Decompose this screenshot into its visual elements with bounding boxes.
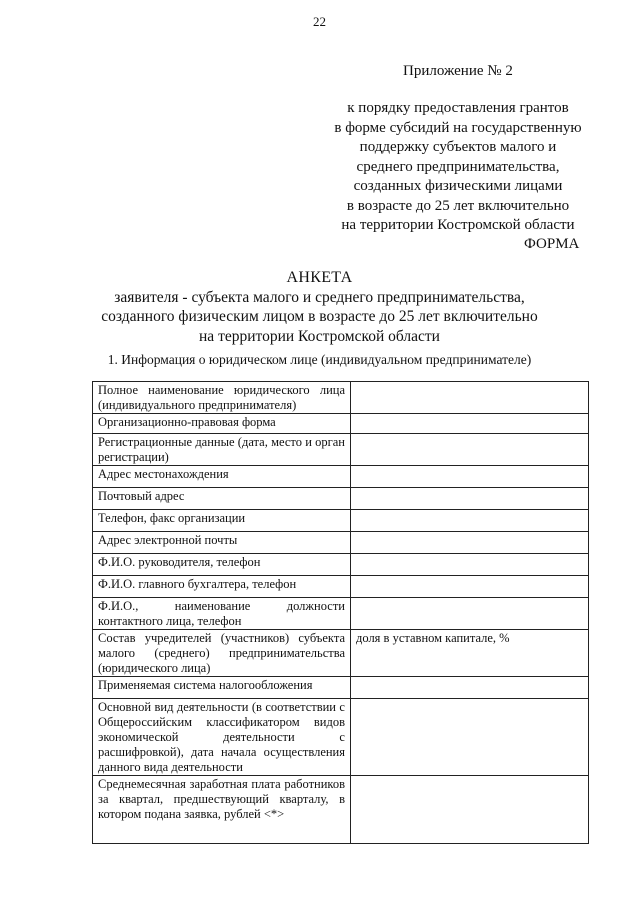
document-heading [0,268,639,346]
subtitle-line: к порядку предоставления грантов [347,100,569,116]
field-value[interactable] [351,776,589,844]
table-row [93,510,589,532]
table-row [93,699,589,776]
heading-line: на территории Костромской области [199,327,440,345]
table-row [93,776,589,844]
field-value[interactable]: доля в уставном капитале, % [351,630,589,677]
subtitle-line: поддержку субъектов малого и [359,139,557,155]
field-label: Полное наименование юридического лица (индивидуального предпринимателя) [93,382,351,414]
field-label: Ф.И.О. руководителя, телефон [93,554,351,576]
table-row [93,554,589,576]
table-row [93,434,589,466]
table-row [93,598,589,630]
field-label: Организационно-правовая форма [93,414,351,434]
form-label: ФОРМА [524,236,580,252]
field-label: Адрес электронной почты [93,532,351,554]
subtitle-line: в форме субсидий на государственную [334,119,582,136]
appendix-subtitle [318,99,598,236]
field-value[interactable] [351,382,589,414]
field-label: Ф.И.О., наименование должности контактного лица, телефон [93,598,351,630]
field-label: Среднемесячная заработная плата работников за квартал, предшествующий кварталу, в котором подана заявка, рублей <*> [93,776,351,844]
table-row [93,414,589,434]
questionnaire-table [92,381,589,844]
field-label: Регистрационные данные (дата, место и орган регистрации) [93,434,351,466]
field-value[interactable] [351,532,589,554]
field-value[interactable] [351,488,589,510]
table-row [93,532,589,554]
field-value[interactable] [351,434,589,466]
section-title: 1. Информация о юридическом лице (индивидуальном предпринимателе) [107,352,532,367]
field-label: Применяемая система налогообложения [93,677,351,699]
table-row [93,677,589,699]
heading-title: АНКЕТА [286,269,353,286]
field-value[interactable] [351,576,589,598]
field-value[interactable] [351,510,589,532]
heading-line: созданного физическим лицом в возрасте до 25 лет включительно [101,308,538,325]
field-label: Основной вид деятельности (в соответствии с Общероссийским классификатором видов экономической деятельности с расшифровкой), дата начала осуществления данного вида деятельности [93,699,351,776]
field-value[interactable] [351,414,589,434]
field-value[interactable] [351,598,589,630]
appendix-title: Приложение № 2 [403,63,513,79]
field-value[interactable] [351,699,589,776]
table-row [93,576,589,598]
field-label: Почтовый адрес [93,488,351,510]
field-label: Телефон, факс организации [93,510,351,532]
subtitle-line: созданных физическими лицами [353,178,563,194]
table-row [93,382,589,414]
field-label: Адрес местонахождения [93,466,351,488]
field-label: Ф.И.О. главного бухгалтера, телефон [93,576,351,598]
field-value[interactable] [351,466,589,488]
page-number: 22 [313,14,326,29]
field-value[interactable] [351,554,589,576]
table-row [93,630,589,677]
field-label: Состав учредителей (участников) субъекта малого (среднего) предпринимательства (юридического лица) [93,630,351,677]
table-row [93,488,589,510]
subtitle-line: в возрасте до 25 лет включительно [346,197,570,214]
field-value[interactable] [351,677,589,699]
heading-line: заявителя - субъекта малого и среднего предпринимательства, [114,288,525,306]
table-row [93,466,589,488]
subtitle-line: среднего предпринимательства, [356,158,560,175]
subtitle-line: на территории Костромской области [341,217,575,233]
